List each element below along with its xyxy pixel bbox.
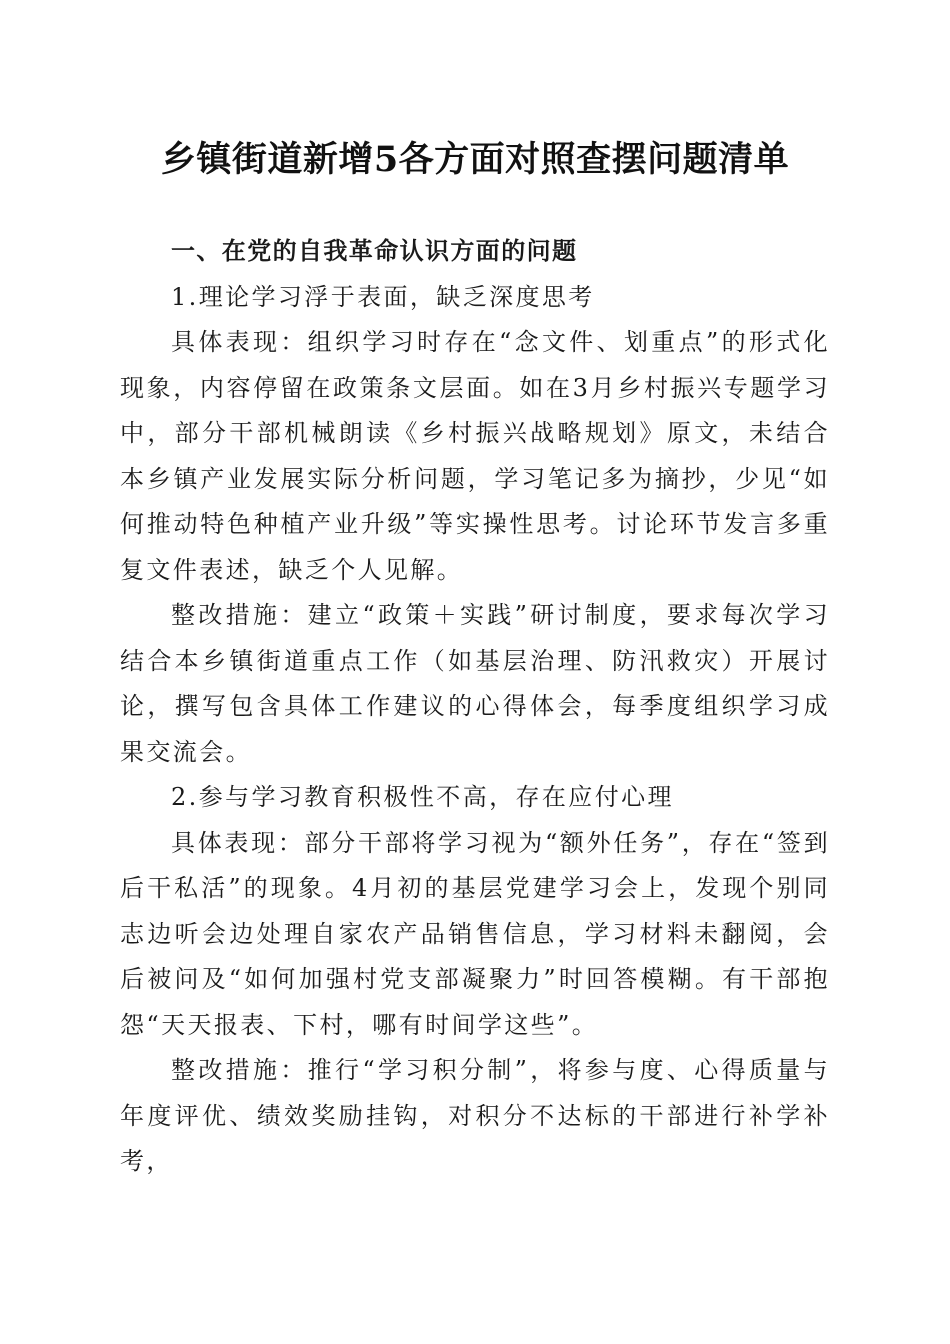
item-title: 2.参与学习教育积极性不高，存在应付心理 (171, 783, 674, 811)
rectification-paragraph: 整改措施：推行“学习积分制”，将参与度、心得质量与年度评优、绩效奖励挂钩，对积分不达标的干部进行补学补考， (120, 1056, 830, 1175)
manifestation-paragraph: 具体表现：组织学习时存在“念文件、划重点”的形式化现象，内容停留在政策条文层面。如在3月乡村振兴专题学习中，部分干部机械朗读《乡村振兴战略规划》原文，未结合本乡镇产业发展实际分析问题，学习笔记多为摘抄，少见“如何推动特色种植产业升级”等实操性思考。讨论环节发言多重复文件表述，缺乏个人见解。 (120, 328, 830, 584)
document-body (120, 229, 830, 1185)
document-title: 乡镇街道新增5各方面对照查摆问题清单 (160, 139, 790, 180)
section-heading: 一、在党的自我革命认识方面的问题 (171, 237, 578, 265)
rectification-paragraph: 整改措施：建立“政策＋实践”研讨制度，要求每次学习结合本乡镇街道重点工作（如基层治理、防汛救灾）开展讨论，撰写包含具体工作建议的心得体会，每季度组织学习成果交流会。 (120, 601, 830, 766)
manifestation-paragraph: 具体表现：部分干部将学习视为“额外任务”，存在“签到后干私活”的现象。4月初的基层党建学习会上，发现个别同志边听会边处理自家农产品销售信息，学习材料未翻阅，会后被问及“如何加强村党支部凝聚力”时回答模糊。有干部抱怨“天天报表、下村，哪有时间学这些”。 (120, 828, 830, 1039)
item-title: 1.理论学习浮于表面，缺乏深度思考 (171, 282, 595, 311)
